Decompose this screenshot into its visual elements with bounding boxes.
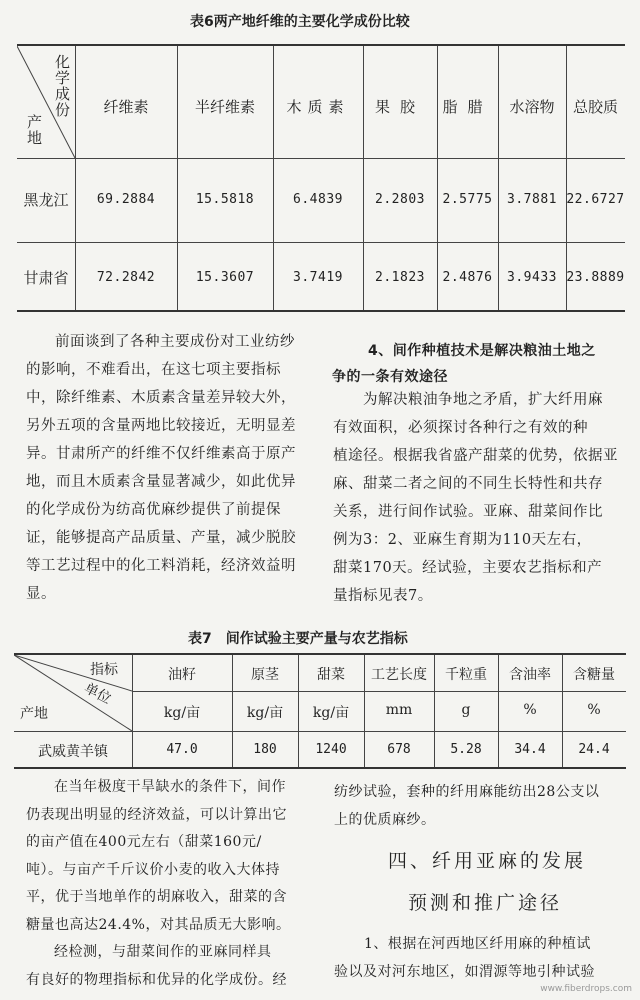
table-cell: 5.28	[450, 742, 482, 757]
text-line: 的化学成份为纺高优麻纱提供了前提保	[26, 502, 281, 518]
table-cell: 72.2842	[96, 270, 156, 285]
watermark: www.fiberdrops.com	[540, 984, 632, 994]
table7-title: 表7 间作试验主要产量与农艺指标	[188, 631, 408, 647]
right-paragraph-1	[333, 386, 629, 610]
text-line: 植途径。根据我省盛产甜菜的优势，依据亚	[333, 448, 618, 464]
unit-cell: %	[523, 702, 537, 718]
text-line: 经检测，与甜菜间作的亚麻同样具	[54, 944, 272, 960]
col-header: 千粒重	[445, 667, 487, 683]
table-cell: 15.3607	[195, 270, 255, 285]
text-line: 量指标见表7。	[333, 588, 433, 604]
text-line: 1、根据在河西地区纤用麻的种植试	[364, 936, 591, 952]
table-cell: 2.4876	[442, 270, 493, 285]
col-header: 水溶物	[509, 98, 555, 116]
text-line: 为解决粮油争地之矛盾，扩大纤用麻	[363, 392, 603, 408]
section-heading-4	[332, 338, 628, 390]
corner-unit-label: 单位	[81, 680, 114, 708]
table6	[17, 44, 625, 312]
table-cell: 6.4839	[293, 192, 343, 207]
text-line: 有效面积，必须探讨各种行之有效的种	[333, 420, 588, 436]
heading-line: 争的一条有效途径	[332, 369, 448, 385]
table-cell: 3.7881	[507, 192, 557, 207]
unit-cell: kg/亩	[246, 705, 284, 721]
text-line: 显。	[26, 586, 56, 602]
text-line: 中，除纤维素、木质素含量差异较大外，	[26, 390, 296, 406]
table-cell: 678	[387, 742, 411, 757]
col-header: 纤维素	[103, 98, 149, 116]
table-cell: 22.6727	[566, 192, 625, 207]
right-paragraph-2	[334, 778, 630, 834]
col-header: 半纤维素	[194, 98, 255, 116]
section-heading-four-sub: 预测和推广途径	[408, 892, 563, 914]
right-paragraph-3	[334, 930, 630, 986]
table-cell: 2.2803	[375, 192, 425, 207]
text-line: 吨）。与亩产千斤议价小麦的收入大体持	[26, 861, 280, 878]
row-origin: 武威黄羊镇	[38, 744, 108, 760]
col-header: 含糖量	[573, 667, 615, 683]
table-cell: 2.5775	[442, 192, 493, 207]
text-line: 地，而且木质素含量显著减少，如此优异	[26, 474, 296, 490]
col-header: 木质素	[286, 98, 350, 116]
table-cell: 1240	[315, 742, 347, 757]
left-paragraph-2	[26, 774, 316, 994]
unit-cell: g	[461, 702, 471, 718]
text-line: 甜菜170天。经试验，主要农艺指标和产	[333, 560, 603, 576]
col-header: 油籽	[168, 667, 196, 683]
col-header: 总胶质	[572, 98, 618, 116]
col-header: 果胶	[374, 98, 425, 116]
section-heading-four: 四、纤用亚麻的发展	[388, 850, 587, 872]
unit-cell: kg/亩	[163, 705, 201, 721]
text-line: 另外五项的含量两地比较接近，无明显差	[26, 418, 296, 434]
table6-title: 表6两产地纤维的主要化学成份比较	[190, 14, 410, 30]
table-cell: 180	[253, 742, 277, 757]
row-origin: 黑龙江	[23, 191, 69, 209]
text-line: 糖量也高达24.4%，对其品质无大影响。	[26, 916, 291, 933]
text-line: 证，能够提高产品质量、产量，减少脱胶	[26, 530, 296, 546]
table-cell: 24.4	[578, 742, 610, 757]
text-line: 例为3：2、亚麻生育期为110天左右，	[333, 532, 592, 548]
unit-cell: kg/亩	[312, 705, 350, 721]
table-cell: 47.0	[166, 742, 198, 757]
text-line: 在当年极度干旱缺水的条件下，间作	[54, 779, 286, 795]
corner-bottom-label: 产地	[25, 114, 43, 146]
table-cell: 3.9433	[507, 270, 557, 285]
text-line: 等工艺过程中的化工料消耗，经济效益明	[26, 558, 296, 574]
table-cell: 34.4	[514, 742, 546, 757]
unit-cell: mm	[385, 702, 413, 718]
text-line: 纺纱试验，套种的纤用麻能纺出28公支以	[334, 784, 600, 800]
corner-origin-label: 产地	[20, 706, 48, 722]
corner-top-label: 化学成份	[53, 54, 71, 118]
corner-index-label: 指标	[90, 662, 118, 678]
col-header: 脂腊	[442, 98, 493, 116]
text-line: 麻、甜菜二者之间的不同生长特性和共存	[333, 476, 603, 492]
col-header: 甜菜	[317, 667, 345, 683]
col-header: 含油率	[509, 667, 551, 683]
left-paragraph-1	[26, 328, 316, 608]
table-cell: 23.8889	[566, 270, 625, 285]
table-cell: 3.7419	[293, 270, 343, 285]
text-line: 有良好的物理指标和优异的化学成份。经	[26, 971, 287, 988]
unit-cell: %	[587, 702, 601, 718]
text-line: 前面谈到了各种主要成份对工业纺纱	[55, 334, 295, 350]
col-header: 原茎	[251, 667, 279, 683]
text-line: 关系，进行间作试验。亚麻、甜菜间作比	[333, 504, 603, 520]
row-origin: 甘肃省	[23, 269, 69, 287]
table-cell: 69.2884	[96, 192, 156, 207]
text-line: 的亩产值在400元左右（甜菜160元/	[26, 834, 262, 850]
table-cell: 15.5818	[195, 192, 255, 207]
text-line: 仍表现出明显的经济效益，可以计算出它	[26, 806, 287, 823]
col-header: 工艺长度	[371, 667, 427, 683]
heading-line: 4、间作种植技术是解决粮油土地之	[368, 343, 596, 359]
table-cell: 2.1823	[375, 270, 425, 285]
text-line: 平，优于当地单作的胡麻收入，甜菜的含	[26, 889, 287, 905]
text-line: 上的优质麻纱。	[334, 812, 436, 828]
table7	[14, 653, 626, 769]
text-line: 异。甘肃所产的纤维不仅纤维素高于原产	[26, 446, 296, 462]
text-line: 验以及对河东地区，如渭源等地引种试验	[334, 964, 595, 980]
text-line: 的影响，不难看出，在这七项主要指标	[26, 362, 281, 378]
